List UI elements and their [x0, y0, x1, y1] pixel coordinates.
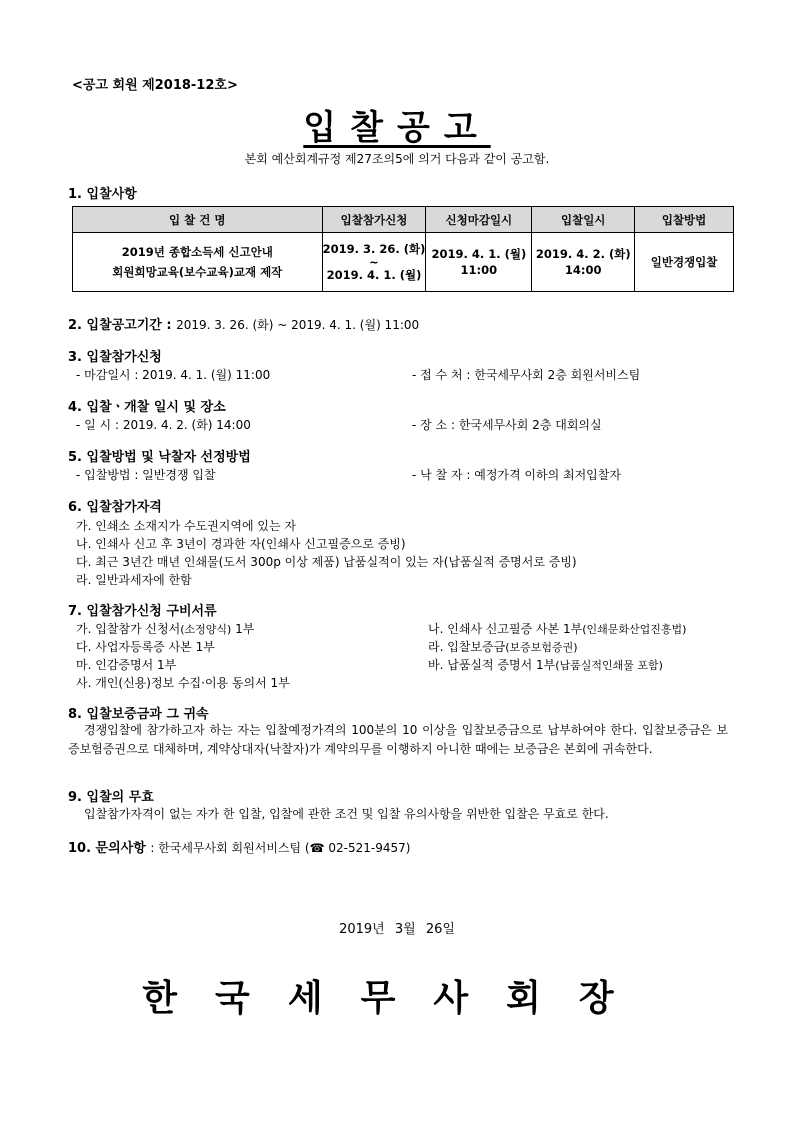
list-item: 라. 일반과세자에 한함	[76, 573, 192, 587]
section-3-deadline: - 마감일시 : 2019. 4. 1. (월) 11:00	[76, 368, 271, 382]
apply-period-cell	[322, 233, 426, 292]
notice-number: <공고 회원 제2018-12호>	[72, 78, 238, 93]
doc-item-d	[428, 638, 578, 655]
apply-tilde: ~	[369, 254, 379, 269]
section-10-text: : 한국세무사회 회원서비스팀 (☎ 02-521-9457)	[150, 841, 411, 855]
section-10	[68, 837, 410, 856]
bid-table-header: 입 찰 건 명	[73, 207, 323, 233]
section-5-method: - 입찰방법 : 일반경쟁 입찰	[76, 468, 216, 482]
page-title	[0, 100, 794, 149]
doc-item-d-text: 라. 입찰보증금	[428, 640, 506, 654]
section-5-winner: - 낙 찰 자 : 예정가격 이하의 최저입찰자	[412, 468, 621, 482]
section-4-heading: 4. 입찰ㆍ개찰 일시 및 장소	[68, 400, 226, 415]
doc-item-b	[428, 620, 686, 637]
doc-item-b-note: (인쇄문화산업진흥법)	[582, 623, 687, 636]
bid-name-cell	[73, 233, 323, 292]
notice-date: 2019년 3월 26일	[339, 922, 455, 937]
subtitle: 본회 예산회계규정 제27조의5에 의거 다음과 같이 공고함.	[244, 152, 550, 166]
bid-table-header: 입찰방법	[635, 207, 734, 233]
bid-date: 2019. 4. 2. (화)	[535, 247, 631, 261]
bid-table	[72, 206, 734, 292]
section-9-heading: 9. 입찰의 무효	[68, 790, 154, 805]
doc-item-c: 다. 사업자등록증 사본 1부	[76, 640, 215, 654]
section-8-text: 경쟁입찰에 참가하고자 하는 자는 입찰예정가격의 100분의 10 이상을 입찰보증금으로 납부하여야 한다. 입찰보증금은 보증보험증권으로 대체하며, 계약상대자(낙찰자)가 계약의무를 이행하지 아니한 때에는 보증금은 본회에 귀속한다.	[68, 723, 728, 756]
table-row	[73, 233, 734, 292]
bid-time: 14:00	[564, 263, 602, 277]
list-item: 다. 최근 3년간 매년 인쇄물(도서 300p 이상 제품) 납품실적이 있는 자(납품실적 증명서로 증빙)	[76, 555, 577, 569]
section-4-datetime: - 일 시 : 2019. 4. 2. (화) 14:00	[76, 418, 251, 432]
doc-item-b-text: 나. 인쇄사 신고필증 사본 1부	[428, 622, 583, 636]
apply-start: 2019. 3. 26. (화)	[322, 241, 426, 256]
bid-date-cell	[532, 233, 635, 292]
section-10-heading: 10. 문의사항	[68, 841, 146, 856]
doc-item-a-note: (소정양식)	[180, 623, 232, 636]
bid-name-line-1: 2019년 종합소득세 신고안내	[121, 245, 273, 259]
doc-item-a	[76, 620, 254, 637]
section-8-heading: 8. 입찰보증금과 그 귀속	[68, 707, 209, 722]
apply-end: 2019. 4. 1. (월)	[326, 267, 422, 282]
doc-item-e: 마. 인감증명서 1부	[76, 658, 177, 672]
doc-item-a-tail: 1부	[231, 622, 255, 636]
bid-table-header-row	[73, 207, 734, 233]
list-item: 나. 인쇄사 신고 후 3년이 경과한 자(인쇄사 신고필증으로 증빙)	[76, 537, 406, 551]
section-2-heading: 2. 입찰공고기간 :	[68, 318, 172, 333]
deadline-time: 11:00	[460, 263, 498, 277]
bid-table-header: 신청마감일시	[426, 207, 532, 233]
deadline-cell	[426, 233, 532, 292]
doc-item-f	[428, 656, 663, 673]
doc-item-f-note: (납품실적인쇄물 포함)	[555, 659, 663, 672]
section-3-heading: 3. 입찰참가신청	[68, 350, 162, 365]
section-4-place: - 장 소 : 한국세무사회 2층 대회의실	[412, 418, 602, 432]
bid-table-header: 입찰참가신청	[322, 207, 426, 233]
bid-name-line-2: 회원희망교육(보수교육)교재 제작	[112, 265, 283, 279]
list-item: 가. 인쇄소 소재지가 수도권지역에 있는 자	[76, 519, 296, 533]
bid-table-header: 입찰일시	[532, 207, 635, 233]
section-3-reception: - 접 수 처 : 한국세무사회 2층 회원서비스팀	[412, 368, 641, 382]
deadline-date: 2019. 4. 1. (월)	[431, 247, 527, 261]
page-title-text: 입찰공고	[303, 108, 491, 148]
section-5-heading: 5. 입찰방법 및 낙찰자 선정방법	[68, 450, 251, 465]
section-2-text: 2019. 3. 26. (화) ~ 2019. 4. 1. (월) 11:00	[176, 318, 420, 332]
bid-method-cell: 일반경쟁입찰	[635, 233, 734, 292]
doc-item-f-text: 바. 납품실적 증명서 1부	[428, 658, 556, 672]
section-6-heading: 6. 입찰참가자격	[68, 500, 162, 515]
section-2	[68, 314, 419, 333]
signature: 한국세무사회장	[142, 977, 652, 1019]
doc-item-g: 사. 개인(신용)정보 수집·이용 동의서 1부	[76, 676, 290, 690]
doc-item-d-note: (보증보험증권)	[505, 641, 578, 654]
section-7-heading: 7. 입찰참가신청 구비서류	[68, 604, 217, 619]
section-9-text: 입찰참가자격이 없는 자가 한 입찰, 입찰에 관한 조건 및 입찰 유의사항을 위반한 입찰은 무효로 한다.	[84, 807, 609, 821]
doc-item-a-text: 가. 입찰참가 신청서	[76, 622, 181, 636]
section-1-heading: 1. 입찰사항	[68, 187, 137, 202]
